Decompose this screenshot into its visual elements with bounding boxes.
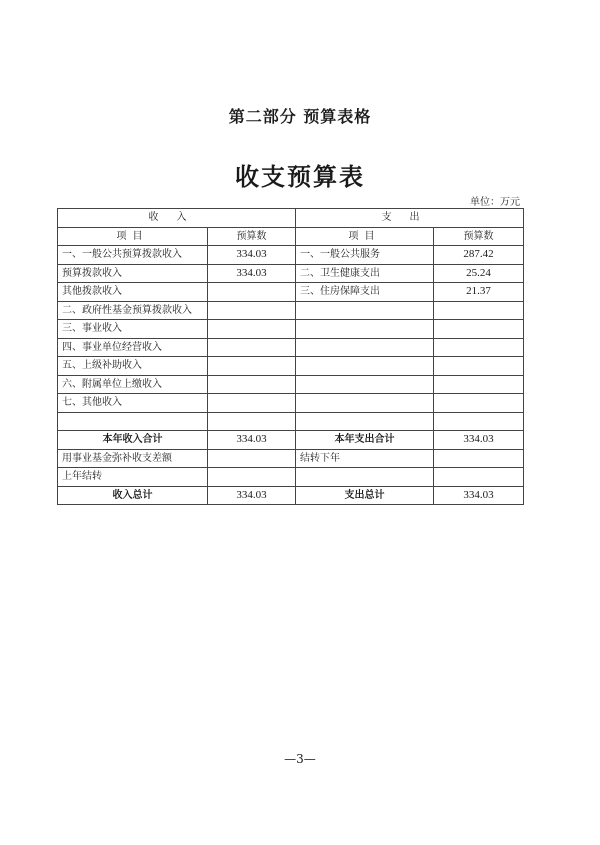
year-total-row [58, 431, 524, 450]
income-item: 一、一般公共预算拨款收入 [58, 246, 208, 265]
reserve-value [208, 449, 296, 468]
table-row [58, 394, 524, 413]
income-value: 334.03 [208, 246, 296, 265]
income-item: 七、其他收入 [58, 394, 208, 413]
table-row [58, 357, 524, 376]
expense-item [296, 412, 434, 431]
expense-item [296, 394, 434, 413]
expense-item [296, 357, 434, 376]
unit-label: 单位：万元 [470, 197, 520, 208]
income-item: 四、事业单位经营收入 [58, 338, 208, 357]
expense-item [296, 301, 434, 320]
table-row [58, 264, 524, 283]
expense-item: 二、卫生健康支出 [296, 264, 434, 283]
carry-prev-label: 上年结转 [58, 468, 208, 487]
budget-table [57, 208, 524, 505]
income-value [208, 338, 296, 357]
year-income-total-label: 本年收入合计 [58, 431, 208, 450]
expense-item [296, 375, 434, 394]
income-value [208, 412, 296, 431]
table-row [58, 375, 524, 394]
expense-value [434, 394, 524, 413]
table-row [58, 338, 524, 357]
expense-item-col-header: 项目 [296, 227, 434, 246]
income-value [208, 394, 296, 413]
reserve-label: 用事业基金弥补收支差额 [58, 449, 208, 468]
income-item: 五、上级补助收入 [58, 357, 208, 376]
income-value [208, 301, 296, 320]
table-row [58, 412, 524, 431]
expense-item [296, 338, 434, 357]
income-value: 334.03 [208, 264, 296, 283]
year-income-total-value: 334.03 [208, 431, 296, 450]
year-expense-total-value: 334.03 [434, 431, 524, 450]
section-title: 第二部分 预算表格 [228, 107, 372, 126]
expense-item: 三、住房保障支出 [296, 283, 434, 302]
expense-item: 一、一般公共服务 [296, 246, 434, 265]
table-row [58, 246, 524, 265]
empty-cell [296, 468, 434, 487]
table-row [58, 301, 524, 320]
income-item: 六、附属单位上缴收入 [58, 375, 208, 394]
carry-prev-value [208, 468, 296, 487]
income-value [208, 283, 296, 302]
table-row [58, 283, 524, 302]
income-header: 收入 [58, 209, 296, 228]
expense-value [434, 412, 524, 431]
expense-value [434, 338, 524, 357]
income-budget-col-header: 预算数 [208, 227, 296, 246]
table-title: 收支预算表 [235, 162, 365, 191]
income-grand-total-value: 334.03 [208, 486, 296, 505]
reserve-row [58, 449, 524, 468]
income-item: 其他拨款收入 [58, 283, 208, 302]
grand-total-row [58, 486, 524, 505]
expense-header: 支出 [296, 209, 524, 228]
income-item [58, 412, 208, 431]
expense-grand-total-label: 支出总计 [296, 486, 434, 505]
expense-budget-col-header: 预算数 [434, 227, 524, 246]
income-item: 二、政府性基金预算拨款收入 [58, 301, 208, 320]
expense-item [296, 320, 434, 339]
table-header-row [58, 209, 524, 228]
expense-value: 25.24 [434, 264, 524, 283]
income-item-col-header: 项目 [58, 227, 208, 246]
carry-next-label: 结转下年 [296, 449, 434, 468]
page-number: —3— [284, 752, 316, 766]
expense-value: 287.42 [434, 246, 524, 265]
income-value [208, 375, 296, 394]
expense-value: 21.37 [434, 283, 524, 302]
table-row [58, 320, 524, 339]
income-value [208, 357, 296, 376]
expense-grand-total-value: 334.03 [434, 486, 524, 505]
expense-value [434, 375, 524, 394]
income-value [208, 320, 296, 339]
carry-next-value [434, 449, 524, 468]
carry-prev-row [58, 468, 524, 487]
income-item: 三、事业收入 [58, 320, 208, 339]
expense-value [434, 301, 524, 320]
column-header-row [58, 227, 524, 246]
income-grand-total-label: 收入总计 [58, 486, 208, 505]
expense-value [434, 320, 524, 339]
empty-cell [434, 468, 524, 487]
year-expense-total-label: 本年支出合计 [296, 431, 434, 450]
income-item: 预算拨款收入 [58, 264, 208, 283]
expense-value [434, 357, 524, 376]
